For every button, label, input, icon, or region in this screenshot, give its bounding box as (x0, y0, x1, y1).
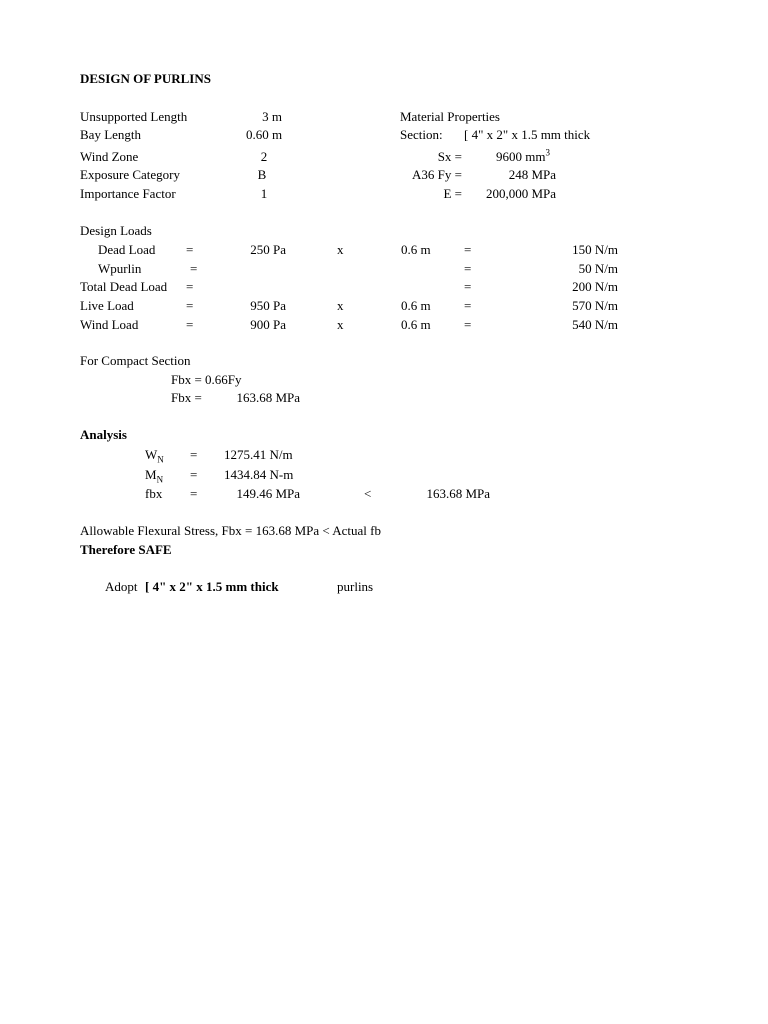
live-load-eq: = (186, 298, 194, 313)
sx-value: 9600 $mm^3$ (496, 147, 550, 164)
live-load-pressure: 950 Pa (250, 298, 286, 313)
total-dead-load-label: Total Dead Load (80, 279, 168, 294)
fy-value: 248 MPa (508, 167, 556, 182)
adopt-section: [ 4" x 2" x 1.5 mm thick (145, 579, 279, 594)
page-title: DESIGN OF PURLINS (80, 71, 211, 86)
fy-label: A36 Fy = (412, 167, 462, 182)
compact-heading: For Compact Section (80, 353, 191, 368)
wpurlin-label: Wpurlin (98, 261, 142, 276)
sx-label: Sx = (437, 149, 462, 164)
mn-eq: = (190, 467, 198, 482)
unsupported-length-label: Unsupported Length (80, 109, 188, 124)
wind-load-eq2: = (464, 317, 472, 332)
bay-length-label: Bay Length (80, 127, 142, 142)
e-label: E = (443, 186, 462, 201)
wind-load-pressure: 900 Pa (250, 317, 286, 332)
total-dead-load-result: 200 N/m (572, 279, 618, 294)
design-loads-heading: Design Loads (80, 223, 152, 238)
compact-fbx-label: Fbx = (171, 390, 202, 405)
importance-factor-value: 1 (260, 186, 268, 201)
fbx-compare: < (364, 486, 372, 501)
adopt-suffix: purlins (337, 579, 374, 594)
wind-load-result: 540 N/m (572, 317, 618, 332)
total-dead-load-eq: = (186, 279, 194, 294)
wind-zone-value: 2 (260, 149, 268, 164)
bay-length-value: 0.60 m (245, 127, 283, 142)
wind-load-spacing: 0.6 m (401, 317, 431, 332)
live-load-label: Live Load (80, 298, 134, 313)
wn-symbol: $W_N$ (145, 447, 164, 465)
fbx-eq: = (190, 486, 198, 501)
adopt-label: Adopt (105, 579, 138, 594)
unsupported-length-value: 3 m (262, 109, 282, 124)
compact-formula: Fbx = 0.66Fy (171, 372, 242, 387)
dead-load-times: x (337, 242, 344, 257)
fbx-value: 149.46 MPa (236, 486, 300, 501)
exposure-category-value: B (257, 167, 267, 182)
dead-load-label: Dead Load (98, 242, 156, 257)
conclusion-statement: Allowable Flexural Stress, Fbx = 163.68 MPa < Actual fb (80, 523, 381, 538)
dead-load-pressure: 250 Pa (250, 242, 286, 257)
mn-symbol: $M_N$ (145, 467, 164, 485)
wpurlin-eq2: = (464, 261, 472, 276)
e-value: 200,000 MPa (485, 186, 556, 201)
dead-load-result: 150 N/m (572, 242, 618, 257)
mn-value: 1434.84 N-m (224, 467, 294, 482)
fbx-allowable: 163.68 MPa (426, 486, 490, 501)
wn-value: 1275.41 N/m (224, 447, 293, 462)
wpurlin-eq: = (190, 261, 198, 276)
wpurlin-result: 50 N/m (578, 261, 618, 276)
live-load-result: 570 N/m (572, 298, 618, 313)
section-value: [ 4" x 2" x 1.5 mm thick (464, 127, 591, 142)
wind-load-times: x (337, 317, 344, 332)
fbx-symbol: fbx (145, 486, 163, 501)
material-heading: Material Properties (400, 109, 500, 124)
wn-eq: = (190, 447, 198, 462)
live-load-eq2: = (464, 298, 472, 313)
total-dead-load-eq2: = (464, 279, 472, 294)
live-load-spacing: 0.6 m (401, 298, 431, 313)
section-label: Section: (400, 127, 443, 142)
wind-zone-label: Wind Zone (80, 149, 139, 164)
compact-fbx-value: 163.68 MPa (236, 390, 300, 405)
dead-load-spacing: 0.6 m (401, 242, 431, 257)
importance-factor-label: Importance Factor (80, 186, 176, 201)
live-load-times: x (337, 298, 344, 313)
dead-load-eq: = (186, 242, 194, 257)
exposure-category-label: Exposure Category (80, 167, 181, 182)
wind-load-label: Wind Load (80, 317, 139, 332)
dead-load-eq2: = (464, 242, 472, 257)
analysis-heading: Analysis (80, 427, 127, 442)
conclusion-result: Therefore SAFE (80, 542, 172, 557)
wind-load-eq: = (186, 317, 194, 332)
